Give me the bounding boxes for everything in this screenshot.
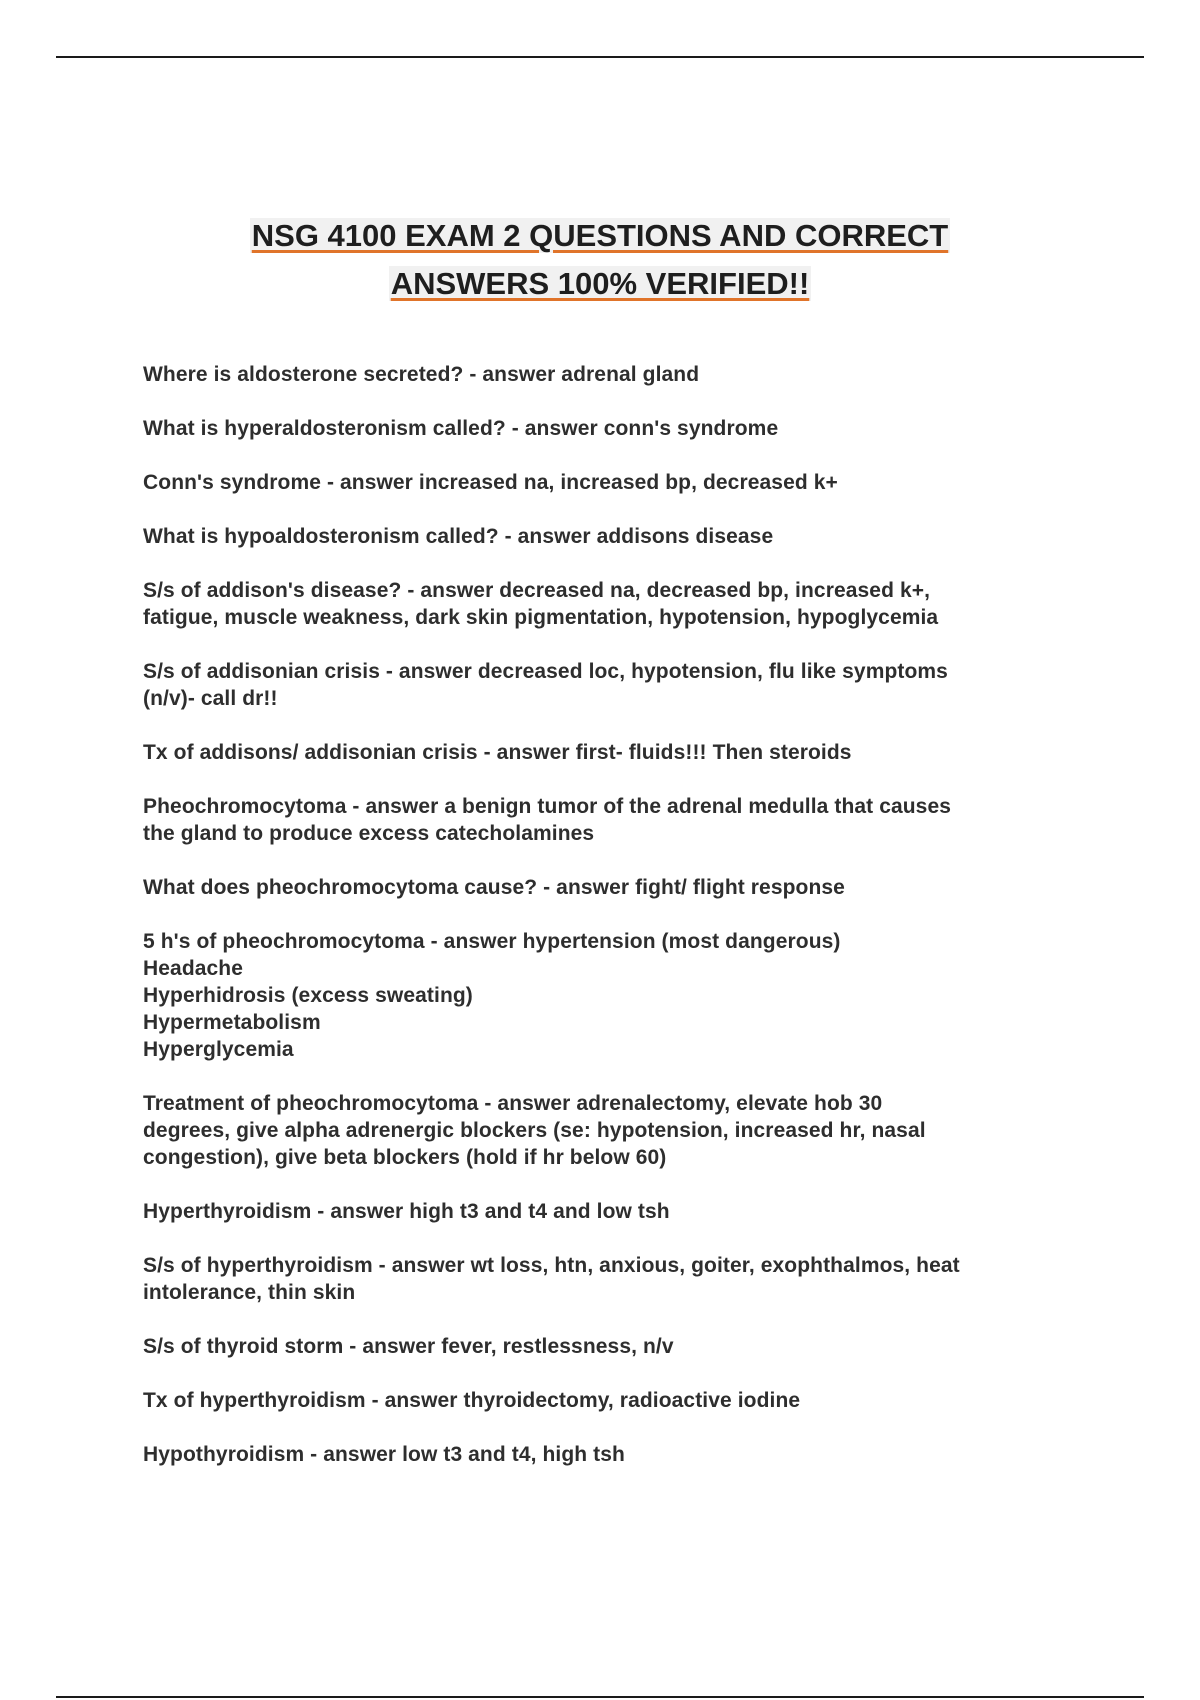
qa-item: What is hypoaldosteronism called? - answer addisons disease xyxy=(143,525,774,548)
header-divider xyxy=(56,56,1144,58)
qa-item: What does pheochromocytoma cause? - answer fight/ flight response xyxy=(143,876,845,899)
qa-item: 5 h's of pheochromocytoma - answer hypertension (most dangerous) Headache Hyperhidrosis (excess sweating) Hypermetabolism Hyperglycemia xyxy=(143,930,841,1061)
page-title-line-1: NSG 4100 EXAM 2 QUESTIONS AND CORRECT xyxy=(251,218,949,253)
qa-item: S/s of addison's disease? - answer decreased na, decreased bp, increased k+, fatigue, muscle weakness, dark skin pigmentation, hypotension, hypoglycemia xyxy=(143,579,939,629)
qa-item: Where is aldosterone secreted? - answer adrenal gland xyxy=(143,363,700,386)
qa-item: Treatment of pheochromocytoma - answer adrenalectomy, elevate hob 30 degrees, give alpha adrenergic blockers (se: hypotension, increased hr, nasal congestion), give beta blockers (hold if hr below 60) xyxy=(143,1092,926,1169)
qa-item: S/s of hyperthyroidism - answer wt loss, htn, anxious, goiter, exophthalmos, heat intolerance, thin skin xyxy=(143,1254,960,1304)
qa-item: Hypothyroidism - answer low t3 and t4, high tsh xyxy=(143,1443,625,1466)
page-title xyxy=(0,212,1200,308)
qa-item: Hyperthyroidism - answer high t3 and t4 and low tsh xyxy=(143,1200,670,1223)
qa-item: Tx of hyperthyroidism - answer thyroidectomy, radioactive iodine xyxy=(143,1389,801,1412)
qa-item: S/s of thyroid storm - answer fever, restlessness, n/v xyxy=(143,1335,674,1358)
page-title-line-2: ANSWERS 100% VERIFIED!! xyxy=(390,266,810,301)
qa-item: Pheochromocytoma - answer a benign tumor of the adrenal medulla that causes the gland to produce excess catecholamines xyxy=(143,795,952,845)
qa-list xyxy=(143,361,1073,1495)
qa-item: Tx of addisons/ addisonian crisis - answer first- fluids!!! Then steroids xyxy=(143,741,852,764)
qa-item: Conn's syndrome - answer increased na, increased bp, decreased k+ xyxy=(143,471,838,494)
footer-divider xyxy=(56,1696,1144,1698)
qa-item: S/s of addisonian crisis - answer decreased loc, hypotension, flu like symptoms (n/v)- call dr!! xyxy=(143,660,948,710)
qa-item: What is hyperaldosteronism called? - answer conn's syndrome xyxy=(143,417,779,440)
